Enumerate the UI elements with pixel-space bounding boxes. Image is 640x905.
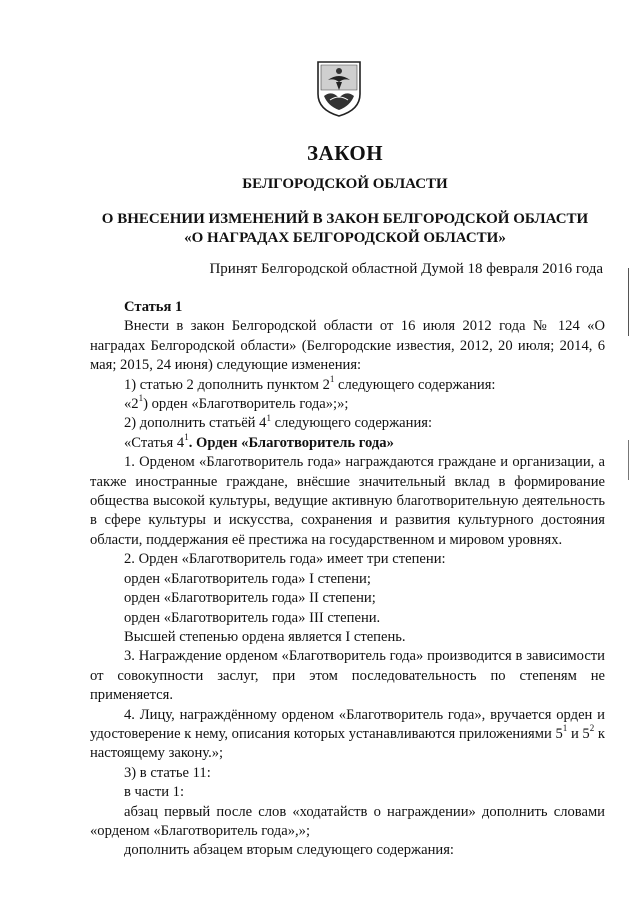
coat-of-arms-icon <box>316 60 362 118</box>
paragraph-2: 2. Орден «Благотворитель года» имеет три степени: <box>124 551 446 568</box>
law-subject-line-2: «О НАГРАДАХ БЕЛГОРОДСКОЙ ОБЛАСТИ» <box>184 230 506 246</box>
article-4-1-heading: «Статья $4^1$. Орден «Благотворитель года» <box>124 431 394 451</box>
degree-3: орден «Благотворитель года» III степени. <box>124 609 381 626</box>
law-subject-line-1: О ВНЕСЕНИИ ИЗМЕНЕНИЙ В ЗАКОН БЕЛГОРОДСКОЙ ОБЛАСТИ <box>101 211 589 227</box>
paragraph-add: дополнить абзацем вторым следующего содержания: <box>124 842 454 859</box>
paragraph-4: 4. Лицу, награждённому орденом «Благотворитель года», вручается орден и удостоверение к нему, описания которых устанавливаются приложениями $5^1$ и $5^2$ к настоящему закону.»; <box>90 706 605 762</box>
item-1-quote: «$2^1$) орден «Благотворитель года»;»; <box>124 393 349 413</box>
adoption-date: Принят Белгородской областной Думой 18 февраля 2016 года <box>209 261 603 277</box>
scan-edge-line <box>628 440 629 480</box>
item-1: 1) статью 2 дополнить пунктом $2^1$ следующего содержания: <box>124 373 496 393</box>
paragraph-3: 3. Награждение орденом «Благотворитель года» производится в зависимости от совокупности заслуг, при этом последовательность по степеням не применяется. <box>90 648 605 704</box>
item-2: 2) дополнить статьёй $4^1$ следующего содержания: <box>124 412 433 432</box>
paragraph-first-amendment: абзац первый после слов «ходатайств о награждении» дополнить словами «орденом «Благотворитель года»,»; <box>90 803 605 839</box>
document-title: ЗАКОН <box>306 141 384 165</box>
degree-2: орден «Благотворитель года» II степени; <box>124 590 376 607</box>
degree-1: орден «Благотворитель года» I степени; <box>124 570 371 587</box>
highest-degree: Высшей степенью ордена является I степень. <box>124 628 406 645</box>
intro-paragraph: Внести в закон Белгородской области от 16 июля 2012 года № 124 «О наградах Белгородской области» (Белгородские известия, 2012, 20 июля; 2014, 6 мая; 2015, 24 июня) следующие изменения: <box>90 318 605 374</box>
article-heading: Статья 1 <box>124 299 183 315</box>
law-subject <box>90 210 600 248</box>
part-1: в части 1: <box>124 784 185 801</box>
region-name: БЕЛГОРОДСКОЙ ОБЛАСТИ <box>242 176 448 192</box>
scan-edge-line <box>628 268 629 336</box>
paragraph-1: 1. Орденом «Благотворитель года» награждаются граждане и организации, а также иностранные граждане, внёсшие значительный вклад в формирование общества высокой культуры, ведущие активную благотворительную деятельность в сфере культуры и искусства, сохранения и развития культурного достояния области, поддержания её престижа на государственном и мировом уровнях. <box>90 454 605 548</box>
item-3: 3) в статье 11: <box>124 764 211 781</box>
document-body <box>90 298 605 861</box>
